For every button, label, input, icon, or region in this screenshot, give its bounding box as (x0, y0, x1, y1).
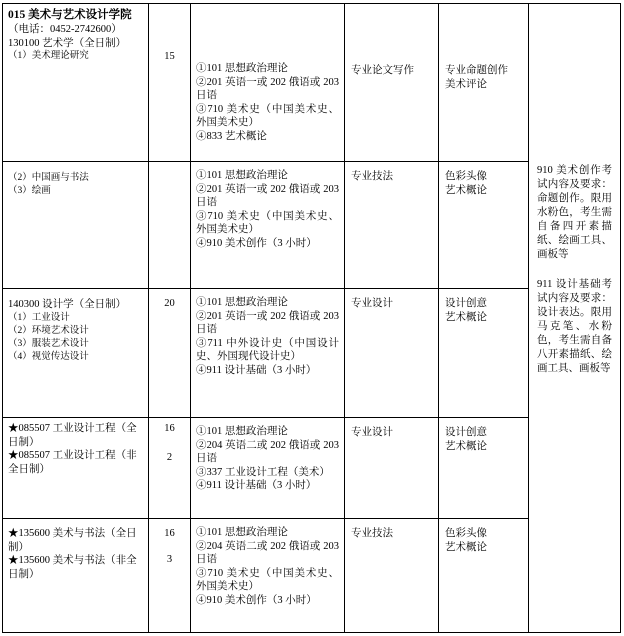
major-cell-row1 (3, 4, 149, 162)
retest-subject: 专业设计 (351, 298, 393, 309)
quota-value: 20 (164, 298, 175, 309)
retest-subject-cell-row2 (345, 162, 439, 289)
additional-subjects-cell-row3 (439, 289, 529, 418)
additional-subject: 艺术概论 (445, 441, 487, 452)
research-direction: （1）工业设计 (8, 312, 70, 323)
program-name: 130100 艺术学（全日制） (8, 37, 127, 49)
quota-cell-row4 (149, 418, 191, 519)
additional-subject: 设计创意 (445, 427, 487, 438)
additional-subject: 艺术概论 (445, 542, 487, 553)
additional-subjects-cell-row2 (439, 162, 529, 289)
additional-subject: 色彩头像 (445, 171, 487, 182)
quota-cell-row5 (149, 519, 191, 632)
subject-line: ①101 思想政治理论 (196, 527, 288, 538)
notes-cell (529, 4, 620, 632)
research-direction: （2）中国画与书法 (8, 173, 89, 183)
additional-subjects-cell-row5 (439, 519, 529, 632)
subject-line: ②201 英语一或 202 俄语或 203 日语 (196, 183, 339, 208)
research-direction: （3）绘画 (8, 186, 51, 196)
subject-line: ①101 思想政治理论 (196, 426, 288, 437)
additional-subject: 美术评论 (445, 79, 487, 90)
major-cell-row5 (3, 519, 149, 632)
major-cell-row3 (3, 289, 149, 418)
additional-subject: 色彩头像 (445, 528, 487, 539)
exam-subjects-cell-row2 (191, 162, 345, 289)
subject-line: ④910 美术创作（3 小时） (196, 594, 317, 606)
quota-value: 15 (164, 51, 175, 62)
subject-line: ②204 英语二或 202 俄语或 203 日语 (196, 439, 339, 464)
exam-subjects-cell-row3 (191, 289, 345, 418)
admissions-table (2, 3, 621, 633)
exam-subjects-cell-row5 (191, 519, 345, 632)
subject-line: ①101 思想政治理论 (196, 170, 288, 181)
subject-line: ③710 美术史（中国美术史、外国美术史） (196, 103, 339, 128)
retest-subject: 专业设计 (351, 427, 393, 438)
additional-subject: 艺术概论 (445, 185, 487, 196)
major-cell-row2 (3, 162, 149, 289)
program-name: ★085507 工业设计工程（全日制） (8, 423, 137, 448)
research-direction: （2）环境艺术设计 (8, 325, 89, 336)
research-direction: （3）服装艺术设计 (8, 338, 89, 349)
quota-value: 3 (166, 553, 173, 565)
retest-subject: 专业论文写作 (351, 65, 414, 76)
additional-subjects-cell-row1 (439, 4, 529, 162)
subject-line: ④910 美术创作（3 小时） (196, 237, 317, 249)
note-910: 910 美术创作考试内容及要求：命题创作。限用水粉色，考生需自备四开素描纸、绘画工具、画板等 (537, 165, 612, 260)
quota-value: 16 (164, 423, 175, 434)
subject-line: ③711 中外设计史（中国设计史、外国现代设计史） (196, 337, 339, 362)
major-cell-row4 (3, 418, 149, 519)
retest-subject-cell-row5 (345, 519, 439, 632)
retest-subject-cell-row1 (345, 4, 439, 162)
quota-cell-row2 (149, 162, 191, 289)
additional-subject: 设计创意 (445, 298, 487, 309)
subject-line: ②204 英语二或 202 俄语或 203 日语 (196, 540, 339, 565)
subject-line: ②201 英语一或 202 俄语或 203 日语 (196, 310, 339, 335)
program-name: ★085507 工业设计工程（非全日制） (8, 450, 137, 475)
additional-subjects-cell-row4 (439, 418, 529, 519)
retest-subject: 专业技法 (351, 528, 393, 539)
quota-cell-row3 (149, 289, 191, 418)
subject-line: ④911 设计基础（3 小时） (196, 480, 317, 491)
quota-cell-row1 (149, 4, 191, 162)
retest-subject-cell-row3 (345, 289, 439, 418)
additional-subject: 艺术概论 (445, 312, 487, 323)
college-phone: （电话：0452-2742600） (8, 24, 122, 35)
subject-line: ④911 设计基础（3 小时） (196, 364, 317, 376)
research-direction: （4）视觉传达设计 (8, 351, 89, 362)
program-name: ★135600 美术与书法（全日制） (8, 528, 137, 553)
program-name: ★135600 美术与书法（非全日制） (8, 555, 137, 580)
quota-value: 2 (166, 451, 173, 463)
program-name: 140300 设计学（全日制） (8, 299, 127, 310)
exam-subjects-cell-row4 (191, 418, 345, 519)
exam-subjects-cell-row1 (191, 4, 345, 162)
subject-line: ③337 工业设计工程（美术） (196, 466, 330, 478)
research-direction: （1）美术理论研究 (8, 51, 89, 61)
additional-subject: 专业命题创作 (445, 65, 508, 76)
subject-line: ①101 思想政治理论 (196, 297, 288, 308)
retest-subject: 专业技法 (351, 171, 393, 182)
subject-line: ④833 艺术概论 (196, 130, 267, 142)
quota-value: 16 (164, 528, 175, 539)
retest-subject-cell-row4 (345, 418, 439, 519)
college-title: 015 美术与艺术设计学院 (8, 9, 132, 21)
subject-line: ③710 美术史（中国美术史、外国美术史） (196, 567, 339, 592)
subject-line: ③710 美术史（中国美术史、外国美术史） (196, 210, 339, 235)
subject-line: ①101 思想政治理论 (196, 63, 288, 74)
subject-line: ②201 英语一或 202 俄语或 203 日语 (196, 76, 339, 101)
note-911: 911 设计基础考试内容及要求：设计表达。限用马克笔、水粉色，考生需自备八开素描纸、绘画工具、画板等 (537, 279, 612, 374)
